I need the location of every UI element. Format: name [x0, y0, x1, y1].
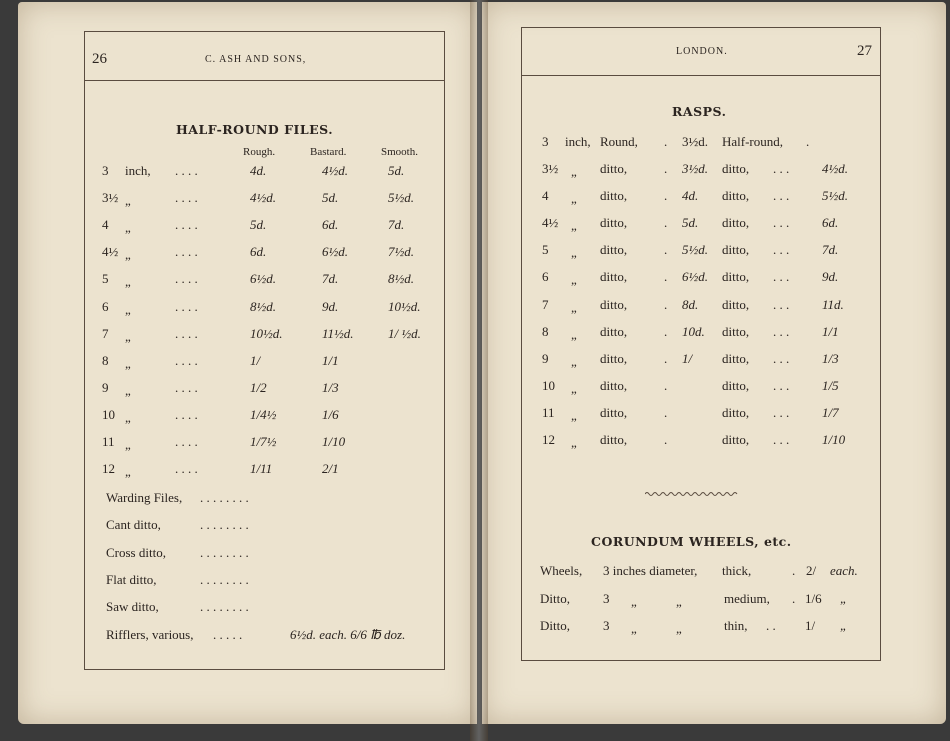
wheel-row-dots: .: [792, 590, 796, 606]
corundum-wheels-title: CORUNDUM WHEELS, etc.: [591, 534, 792, 549]
file-row-bastard: 5d.: [322, 190, 339, 206]
file-row-rough: 4d.: [250, 163, 267, 178]
misc-row-dots: . . . . . . . .: [200, 571, 249, 587]
file-row-rough: 4½d.: [250, 190, 276, 206]
file-row-size: 5: [102, 271, 109, 287]
file-row-dots: . . . .: [175, 325, 198, 341]
rasp-row-dot: .: [664, 432, 668, 447]
wheel-row-label: Ditto,: [540, 618, 570, 633]
rasp-row-dots2: . . .: [773, 377, 790, 393]
file-row-bastard: 1/6: [322, 406, 339, 422]
rasp-row-unit: „: [571, 245, 577, 261]
file-row-unit: „: [125, 193, 131, 209]
wheel-row-size: 3: [603, 618, 610, 633]
rasp-row-dot: .: [664, 161, 668, 176]
file-row-size: 9: [102, 379, 109, 395]
rasp-row-price2: 1/3: [822, 350, 839, 366]
rasp-row-price: 6½d.: [682, 269, 708, 285]
file-row-rough: 6½d.: [250, 271, 276, 287]
rasp-row-dots2: . . .: [773, 161, 790, 176]
rasp-row-kind2: ditto,: [722, 269, 750, 285]
rasp-row-first-kind2: Half-round,: [722, 134, 784, 149]
rasp-row-dot: .: [664, 269, 668, 285]
rasp-row-first-size: 3: [542, 134, 549, 149]
file-row-unit: „: [125, 328, 131, 344]
rasp-row-dot: .: [664, 188, 668, 204]
rasp-row-dot: .: [664, 296, 668, 312]
rasp-row-price: 1/: [682, 350, 693, 366]
rasp-row-kind2: ditto,: [722, 161, 750, 176]
rasp-row-kind2: ditto,: [722, 242, 750, 258]
wheel-row-price: 2/: [806, 563, 817, 578]
file-row-bastard: 1/1: [322, 352, 339, 368]
file-row-unit: „: [125, 464, 131, 480]
file-row-bastard: 11½d.: [322, 325, 354, 341]
file-row-size: 12: [102, 461, 115, 477]
misc-row-dots: . . . . . . . .: [200, 544, 249, 560]
half-round-files-title: HALF-ROUND FILES.: [176, 122, 334, 137]
rasp-row-price2: 7d.: [822, 242, 839, 258]
misc-row-label: Rifflers, various,: [106, 626, 194, 642]
rasp-row-first-unit: inch,: [565, 134, 591, 149]
rasp-row-price: 3½d.: [682, 161, 708, 176]
file-row-rough: 1/4½: [250, 406, 277, 422]
rasp-row-size: 9: [542, 350, 549, 366]
rasp-row-size: 5: [542, 242, 549, 258]
rasp-row-size: 8: [542, 323, 549, 339]
file-row-smooth: 5d.: [388, 163, 405, 178]
column-header-rough: Rough.: [243, 146, 276, 158]
misc-row-label: Saw ditto,: [106, 599, 159, 615]
misc-row-dots: . . . . . . . .: [200, 517, 249, 533]
rasp-row-size: 4½: [542, 215, 559, 231]
wheel-row-each: „: [840, 618, 848, 633]
rasp-row-kind2: ditto,: [722, 296, 750, 312]
rasp-row-size: 12: [542, 432, 555, 447]
file-row-unit: „: [125, 247, 131, 263]
rasp-row-size: 7: [542, 296, 549, 312]
file-row-size: 11: [102, 434, 115, 449]
file-row-rough: 1/2: [250, 379, 267, 395]
file-row-dots: . . . .: [175, 190, 198, 206]
rasp-row-unit: „: [571, 407, 577, 423]
rasp-row-price: 8d.: [682, 296, 699, 312]
rasp-row-kind: ditto,: [600, 296, 628, 312]
rasp-row-unit: „: [571, 164, 577, 179]
rasp-row-price2: 1/7: [822, 404, 839, 420]
misc-row-label: Flat ditto,: [106, 571, 157, 587]
file-row-dots: . . . .: [175, 271, 198, 287]
file-row-smooth: 7½d.: [388, 244, 414, 260]
file-row-unit: „: [125, 274, 131, 290]
file-row-dots: . . . .: [175, 352, 198, 368]
file-row-unit: „: [125, 437, 131, 452]
rasp-row-dot: .: [664, 242, 668, 258]
rasp-row-price2: 11d.: [822, 296, 844, 312]
rasp-row-kind: ditto,: [600, 323, 628, 339]
column-header-smooth: Smooth.: [381, 146, 418, 158]
file-row-bastard: 1/10: [322, 434, 346, 449]
rasp-row-unit: „: [571, 272, 577, 288]
file-row-smooth: 1/ ½d.: [388, 325, 421, 341]
file-row-size: 6: [102, 298, 109, 314]
rasp-row-dot: .: [664, 404, 668, 420]
file-row-dots: . . . .: [175, 298, 198, 314]
file-row-rough: 1/7½: [250, 434, 277, 449]
misc-row-dots: . . . . . . . .: [200, 599, 249, 615]
wheel-row-quote2: „: [676, 593, 682, 609]
file-row-smooth: 5½d.: [388, 190, 414, 206]
rasp-row-price2: 6d.: [822, 215, 839, 231]
rasp-row-dot: .: [664, 377, 668, 393]
file-row-bastard: 2/1: [322, 461, 339, 477]
rasp-row-price: 5d.: [682, 215, 699, 231]
rasp-row-size: 11: [542, 404, 555, 420]
file-row-bastard: 6d.: [322, 217, 339, 233]
rasp-row-unit: „: [571, 191, 577, 207]
rasp-row-kind: ditto,: [600, 269, 628, 285]
wheel-row-each: „: [840, 590, 848, 606]
wheel-row-quote2: „: [676, 621, 682, 636]
file-row-bastard: 4½d.: [322, 163, 348, 178]
wheel-row-label: Wheels,: [540, 563, 583, 578]
file-row-dots: . . . .: [175, 379, 198, 395]
book-gutter: [470, 0, 488, 741]
file-row-dots: . . . .: [175, 434, 198, 449]
rasp-row-price: 10d.: [682, 323, 705, 339]
misc-row-label: Cant ditto,: [106, 517, 161, 533]
wheel-row-label: Ditto,: [540, 590, 570, 606]
wheel-row-quote1: „: [631, 593, 637, 609]
rasp-row-dot: .: [664, 350, 668, 366]
file-row-dots: . . . .: [175, 461, 198, 477]
wheel-row-grade: thin,: [724, 618, 748, 633]
file-row-rough: 1/: [250, 352, 261, 368]
rasp-row-kind2: ditto,: [722, 188, 750, 204]
file-row-bastard: 9d.: [322, 298, 339, 314]
rasp-row-unit: „: [571, 380, 577, 396]
rasp-row-dot: .: [664, 215, 668, 231]
decorative-wave-rule: [645, 490, 740, 498]
file-row-size: 8: [102, 352, 109, 368]
rasp-row-kind2: ditto,: [722, 432, 750, 447]
rasp-row-kind: ditto,: [600, 432, 628, 447]
rasp-row-unit: „: [571, 435, 577, 450]
right-running-head: LONDON.: [676, 46, 728, 57]
file-row-unit: „: [125, 220, 131, 236]
misc-row-value: 6½d. each. 6/6 ℔ doz.: [290, 626, 406, 642]
wheel-row-size: 3: [603, 590, 610, 606]
file-row-smooth: 7d.: [388, 217, 405, 233]
rasp-row-price2: 1/1: [822, 323, 839, 339]
rasp-row-dots2: . . .: [773, 404, 790, 420]
rasp-row-dots2: . . .: [773, 269, 790, 285]
rasp-row-kind: ditto,: [600, 188, 628, 204]
left-page-number: 26: [92, 51, 107, 67]
file-row-rough: 6d.: [250, 244, 267, 260]
misc-row-dots: . . . . .: [213, 626, 243, 642]
file-row-size: 3½: [102, 190, 119, 206]
rasp-row-size: 10: [542, 377, 555, 393]
misc-row-label: Cross ditto,: [106, 544, 166, 560]
file-row-size: 4: [102, 217, 109, 233]
file-row-rough: 5d.: [250, 217, 267, 233]
rasp-row-first-dot: .: [664, 134, 668, 149]
rasp-row-kind2: ditto,: [722, 215, 750, 231]
rasp-row-price2: 1/5: [822, 377, 839, 393]
rasp-row-kind: ditto,: [600, 377, 628, 393]
rasp-row-unit: „: [571, 326, 577, 342]
wheel-row-price: 1/: [805, 618, 816, 633]
rasp-row-kind: ditto,: [600, 350, 628, 366]
rasp-row-price: 5½d.: [682, 242, 708, 258]
wheel-row-price: 1/6: [805, 590, 822, 606]
rasp-row-kind2: ditto,: [722, 377, 750, 393]
rasp-row-kind2: ditto,: [722, 323, 750, 339]
file-row-unit: „: [125, 382, 131, 398]
file-row-dots: . . . .: [175, 163, 198, 178]
right-header-rule: [521, 75, 881, 76]
wheel-row-size: 3 inches diameter,: [603, 563, 698, 578]
wheel-row-grade: medium,: [724, 590, 770, 606]
left-header-rule: [84, 80, 445, 81]
rasp-row-price2: 1/10: [822, 432, 846, 447]
rasp-row-dots2: . . .: [773, 323, 790, 339]
rasp-row-size: 3½: [542, 161, 559, 176]
rasp-row-dots2: . . .: [773, 432, 790, 447]
file-row-smooth: 10½d.: [388, 298, 421, 314]
rasp-row-kind: ditto,: [600, 242, 628, 258]
file-row-size: 4½: [102, 244, 119, 260]
rasp-row-kind: ditto,: [600, 161, 628, 176]
file-row-unit: „: [125, 409, 131, 425]
file-row-size: 7: [102, 325, 109, 341]
file-row-dots: . . . .: [175, 217, 198, 233]
column-header-bastard: Bastard.: [310, 146, 347, 158]
rasp-row-kind: ditto,: [600, 215, 628, 231]
rasp-row-kind2: ditto,: [722, 404, 750, 420]
right-page-number: 27: [857, 43, 872, 59]
file-row-rough: 1/11: [250, 461, 273, 477]
rasp-row-first-price: 3½d.: [682, 134, 708, 149]
rasps-title: RASPS.: [672, 104, 727, 119]
file-row-unit: inch,: [125, 163, 151, 178]
rasp-row-dots2: . . .: [773, 296, 790, 312]
file-row-unit: „: [125, 301, 131, 317]
rasp-row-price2: 5½d.: [822, 188, 848, 204]
wheel-row-quote1: „: [631, 621, 637, 636]
rasp-row-dots2: . . .: [773, 242, 790, 258]
file-row-dots: . . . .: [175, 406, 198, 422]
rasp-row-dots2: . . .: [773, 215, 790, 231]
rasp-row-first-dots2: .: [806, 134, 810, 149]
rasp-row-size: 6: [542, 269, 549, 285]
file-row-rough: 8½d.: [250, 298, 276, 314]
file-row-bastard: 6½d.: [322, 244, 348, 260]
rasp-row-dots2: . . .: [773, 350, 790, 366]
rasp-row-unit: „: [571, 353, 577, 369]
file-row-size: 3: [102, 163, 109, 178]
file-row-rough: 10½d.: [250, 325, 283, 341]
rasp-row-first-kind: Round,: [600, 134, 638, 149]
wheel-row-grade: thick,: [722, 563, 752, 578]
rasp-row-kind2: ditto,: [722, 350, 750, 366]
rasp-row-unit: „: [571, 299, 577, 315]
file-row-bastard: 7d.: [322, 271, 339, 287]
file-row-dots: . . . .: [175, 244, 198, 260]
rasp-row-kind: ditto,: [600, 404, 628, 420]
rasp-row-dot: .: [664, 323, 668, 339]
file-row-bastard: 1/3: [322, 379, 339, 395]
rasp-row-price2: 4½d.: [822, 161, 848, 176]
misc-row-dots: . . . . . . . .: [200, 490, 249, 505]
file-row-unit: „: [125, 355, 131, 371]
wheel-row-dots: . .: [766, 618, 776, 633]
file-row-smooth: 8½d.: [388, 271, 414, 287]
misc-row-label: Warding Files,: [106, 490, 183, 505]
rasp-row-price2: 9d.: [822, 269, 839, 285]
rasp-row-dots2: . . .: [773, 188, 790, 204]
rasp-row-price: 4d.: [682, 188, 699, 204]
rasp-row-size: 4: [542, 188, 549, 204]
rasp-row-unit: „: [571, 218, 577, 234]
wheel-row-dots: .: [792, 563, 796, 578]
wheel-row-each: each.: [830, 563, 858, 578]
left-running-head: C. ASH AND SONS,: [205, 54, 307, 65]
file-row-size: 10: [102, 406, 115, 422]
